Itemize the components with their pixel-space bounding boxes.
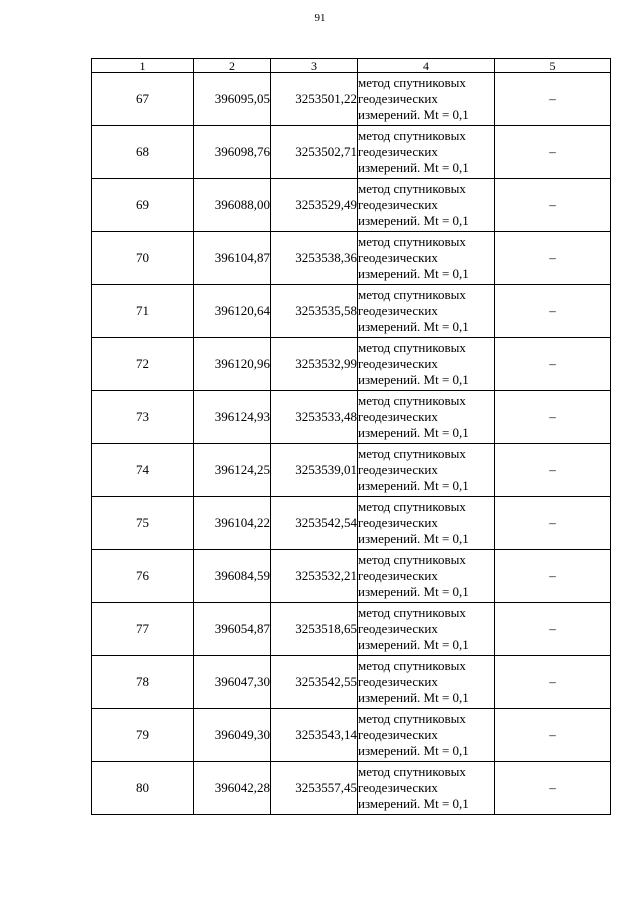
table-row [92, 603, 611, 656]
method-line: геодезических [358, 356, 438, 371]
y-coordinate-cell: 3253542,55 [271, 656, 358, 709]
table-row [92, 497, 611, 550]
y-coordinate-cell: 3253501,22 [271, 73, 358, 126]
method-cell [358, 126, 495, 179]
header-col-3: 3 [271, 59, 358, 73]
method-line: метод спутниковых [358, 340, 466, 355]
header-col-2: 2 [194, 59, 271, 73]
table-row [92, 391, 611, 444]
point-number-cell: 69 [92, 179, 194, 232]
method-line: геодезических [358, 91, 438, 106]
table-row [92, 73, 611, 126]
table-row [92, 338, 611, 391]
point-number-cell: 70 [92, 232, 194, 285]
x-coordinate-cell: 396042,28 [194, 762, 271, 815]
method-line: измерений. Mt = 0,1 [358, 690, 469, 705]
point-number-cell: 80 [92, 762, 194, 815]
y-coordinate-cell: 3253539,01 [271, 444, 358, 497]
method-line: геодезических [358, 568, 438, 583]
x-coordinate-cell: 396098,76 [194, 126, 271, 179]
method-line: геодезических [358, 303, 438, 318]
note-cell: – [495, 550, 611, 603]
y-coordinate-cell: 3253532,99 [271, 338, 358, 391]
method-cell [358, 338, 495, 391]
y-coordinate-cell: 3253532,21 [271, 550, 358, 603]
method-line: измерений. Mt = 0,1 [358, 160, 469, 175]
method-cell [358, 285, 495, 338]
point-number-cell: 72 [92, 338, 194, 391]
table-row [92, 709, 611, 762]
y-coordinate-cell: 3253518,65 [271, 603, 358, 656]
method-line: измерений. Mt = 0,1 [358, 743, 469, 758]
method-line: измерений. Mt = 0,1 [358, 796, 469, 811]
note-cell: – [495, 603, 611, 656]
x-coordinate-cell: 396047,30 [194, 656, 271, 709]
point-number-cell: 75 [92, 497, 194, 550]
y-coordinate-cell: 3253529,49 [271, 179, 358, 232]
method-line: геодезических [358, 250, 438, 265]
note-cell: – [495, 709, 611, 762]
method-line: геодезических [358, 780, 438, 795]
note-cell: – [495, 73, 611, 126]
method-cell [358, 444, 495, 497]
method-line: метод спутниковых [358, 181, 466, 196]
method-line: измерений. Mt = 0,1 [358, 637, 469, 652]
method-line: измерений. Mt = 0,1 [358, 531, 469, 546]
y-coordinate-cell: 3253557,45 [271, 762, 358, 815]
point-number-cell: 74 [92, 444, 194, 497]
method-line: метод спутниковых [358, 605, 466, 620]
method-line: метод спутниковых [358, 764, 466, 779]
method-line: метод спутниковых [358, 552, 466, 567]
method-cell [358, 497, 495, 550]
x-coordinate-cell: 396084,59 [194, 550, 271, 603]
method-line: метод спутниковых [358, 658, 466, 673]
table-row [92, 550, 611, 603]
method-line: измерений. Mt = 0,1 [358, 107, 469, 122]
page-number: 91 [314, 12, 326, 24]
method-line: измерений. Mt = 0,1 [358, 478, 469, 493]
method-line: геодезических [358, 409, 438, 424]
point-number-cell: 73 [92, 391, 194, 444]
method-line: измерений. Mt = 0,1 [358, 213, 469, 228]
method-line: метод спутниковых [358, 393, 466, 408]
method-line: метод спутниковых [358, 499, 466, 514]
method-line: геодезических [358, 144, 438, 159]
note-cell: – [495, 232, 611, 285]
method-line: геодезических [358, 621, 438, 636]
header-col-1: 1 [92, 59, 194, 73]
coordinates-table [91, 58, 611, 815]
method-line: метод спутниковых [358, 75, 466, 90]
method-cell [358, 656, 495, 709]
x-coordinate-cell: 396054,87 [194, 603, 271, 656]
header-col-5: 5 [495, 59, 611, 73]
header-col-4: 4 [358, 59, 495, 73]
method-line: геодезических [358, 515, 438, 530]
x-coordinate-cell: 396049,30 [194, 709, 271, 762]
method-line: метод спутниковых [358, 446, 466, 461]
method-line: измерений. Mt = 0,1 [358, 372, 469, 387]
note-cell: – [495, 126, 611, 179]
table-header-row [92, 59, 611, 73]
x-coordinate-cell: 396120,64 [194, 285, 271, 338]
x-coordinate-cell: 396104,87 [194, 232, 271, 285]
method-cell [358, 73, 495, 126]
method-cell [358, 391, 495, 444]
note-cell: – [495, 762, 611, 815]
method-line: метод спутниковых [358, 711, 466, 726]
table-body [92, 73, 611, 815]
table-row [92, 444, 611, 497]
table-row [92, 656, 611, 709]
point-number-cell: 76 [92, 550, 194, 603]
table-row [92, 232, 611, 285]
method-line: метод спутниковых [358, 128, 466, 143]
x-coordinate-cell: 396120,96 [194, 338, 271, 391]
method-line: метод спутниковых [358, 287, 466, 302]
point-number-cell: 79 [92, 709, 194, 762]
x-coordinate-cell: 396104,22 [194, 497, 271, 550]
method-cell [358, 232, 495, 285]
method-line: измерений. Mt = 0,1 [358, 425, 469, 440]
y-coordinate-cell: 3253533,48 [271, 391, 358, 444]
method-line: геодезических [358, 674, 438, 689]
method-line: измерений. Mt = 0,1 [358, 319, 469, 334]
method-cell [358, 762, 495, 815]
y-coordinate-cell: 3253543,14 [271, 709, 358, 762]
note-cell: – [495, 497, 611, 550]
point-number-cell: 78 [92, 656, 194, 709]
x-coordinate-cell: 396124,93 [194, 391, 271, 444]
x-coordinate-cell: 396088,00 [194, 179, 271, 232]
note-cell: – [495, 656, 611, 709]
table-row [92, 126, 611, 179]
point-number-cell: 67 [92, 73, 194, 126]
table-row [92, 762, 611, 815]
method-line: измерений. Mt = 0,1 [358, 266, 469, 281]
point-number-cell: 68 [92, 126, 194, 179]
method-cell [358, 603, 495, 656]
y-coordinate-cell: 3253502,71 [271, 126, 358, 179]
method-line: геодезических [358, 727, 438, 742]
method-cell [358, 709, 495, 762]
point-number-cell: 77 [92, 603, 194, 656]
method-cell [358, 179, 495, 232]
x-coordinate-cell: 396124,25 [194, 444, 271, 497]
method-cell [358, 550, 495, 603]
table-row [92, 285, 611, 338]
x-coordinate-cell: 396095,05 [194, 73, 271, 126]
y-coordinate-cell: 3253535,58 [271, 285, 358, 338]
method-line: геодезических [358, 462, 438, 477]
note-cell: – [495, 338, 611, 391]
method-line: измерений. Mt = 0,1 [358, 584, 469, 599]
y-coordinate-cell: 3253538,36 [271, 232, 358, 285]
note-cell: – [495, 285, 611, 338]
method-line: метод спутниковых [358, 234, 466, 249]
note-cell: – [495, 391, 611, 444]
y-coordinate-cell: 3253542,54 [271, 497, 358, 550]
method-line: геодезических [358, 197, 438, 212]
point-number-cell: 71 [92, 285, 194, 338]
note-cell: – [495, 444, 611, 497]
note-cell: – [495, 179, 611, 232]
table-row [92, 179, 611, 232]
